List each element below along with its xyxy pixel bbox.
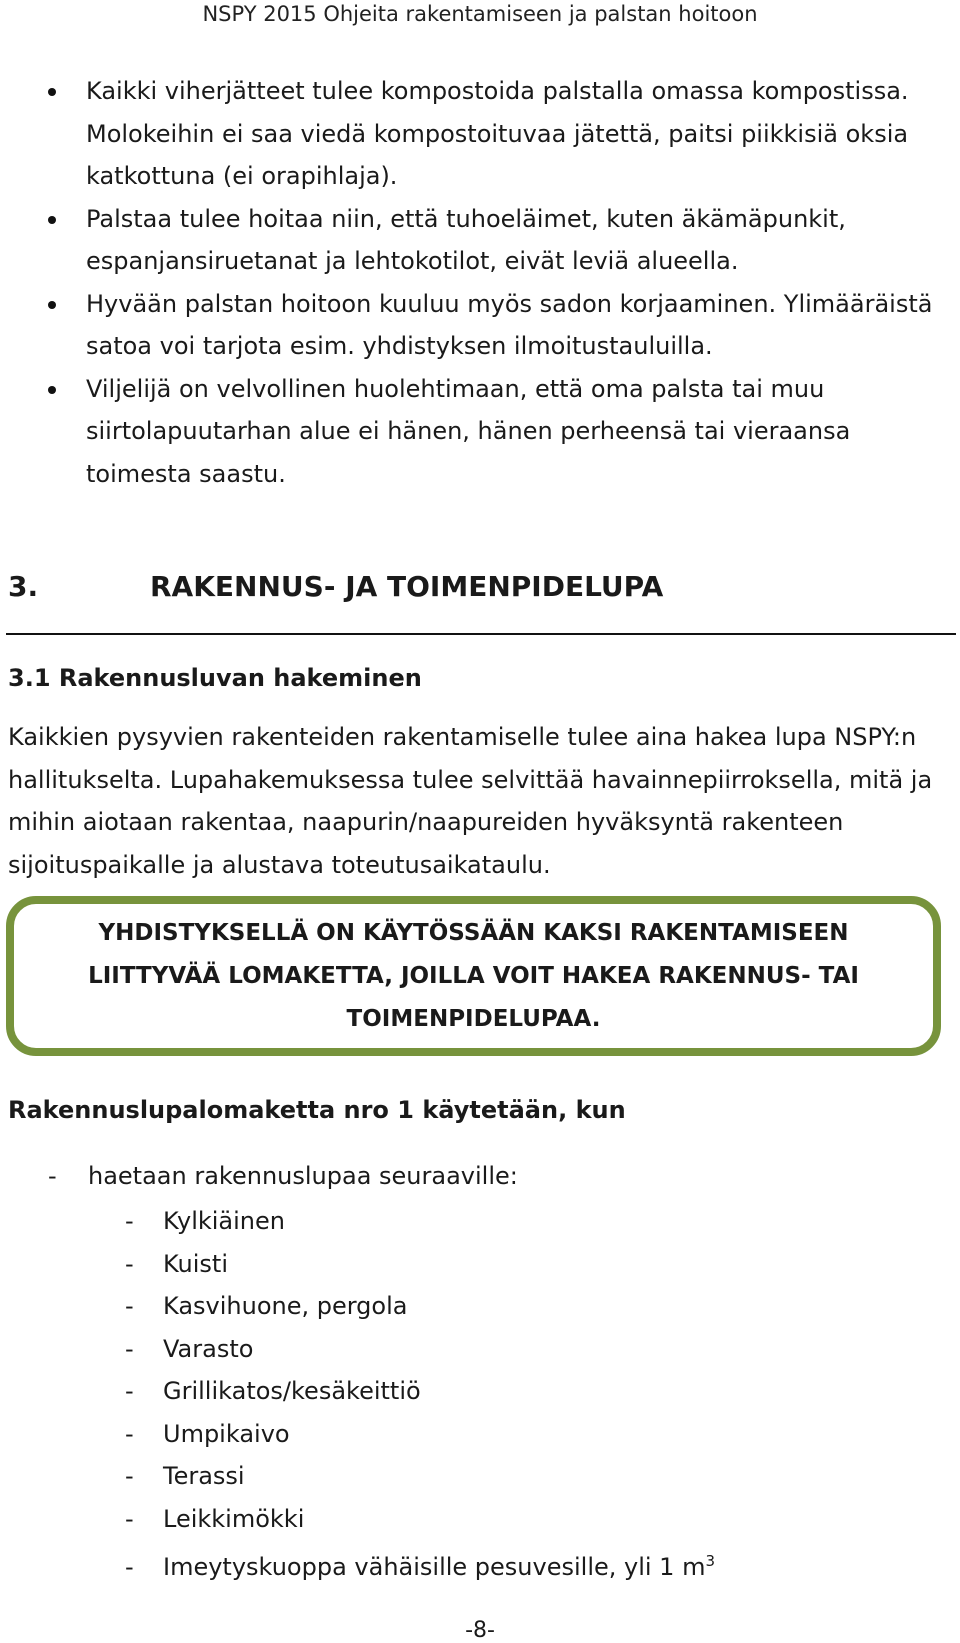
form1-intro-item <box>48 1156 518 1196</box>
section-number: 3. <box>8 570 39 603</box>
list-item <box>125 1370 715 1413</box>
bullet-dot-icon <box>48 88 56 96</box>
dash-marker: - <box>125 1419 134 1448</box>
list-item <box>125 1285 715 1328</box>
list-item-text: Kasvihuone, pergola <box>163 1292 408 1320</box>
list-item <box>125 1413 715 1456</box>
section-title: RAKENNUS- JA TOIMENPIDELUPA <box>150 570 664 603</box>
superscript-exponent: 3 <box>705 1552 716 1570</box>
bullet-text: Hyvään palstan hoitoon kuuluu myös sadon korjaaminen. Ylimääräistä satoa voi tarjota esim. yhdistyksen ilmoitustauluilla. <box>86 289 933 360</box>
dash-marker: - <box>125 1249 134 1278</box>
list-item-text: Varasto <box>163 1334 254 1363</box>
bullet-text: Kaikki viherjätteet tulee kompostoida palstalla omassa kompostissa. Molokeihin ei saa viedä kompostoituvaa jätettä, paitsi piikkisiä oksia katkottuna (ei orapihlaja). <box>86 77 909 190</box>
list-item-text: Grillikatos/kesäkeittiö <box>163 1377 421 1405</box>
list-item-text: Umpikaivo <box>163 1419 290 1448</box>
section-heading <box>8 570 663 603</box>
list-item <box>125 1328 715 1371</box>
list-item <box>125 1243 715 1286</box>
form1-intro-text: haetaan rakennuslupaa seuraaville: <box>88 1162 518 1190</box>
dash-marker: - <box>125 1207 134 1235</box>
bullet-dot-icon <box>48 216 56 224</box>
form1-items-list <box>125 1200 715 1583</box>
list-item-text: Kylkiäinen <box>163 1207 285 1235</box>
list-item-text: Kuisti <box>163 1249 229 1278</box>
list-item <box>125 1540 715 1583</box>
section-divider <box>6 633 956 635</box>
running-header: NSPY 2015 Ohjeita rakentamiseen ja palstan hoitoon <box>202 2 758 26</box>
list-item-text: Leikkimökki <box>163 1504 305 1533</box>
callout-box <box>6 896 941 1056</box>
dash-marker: - <box>125 1462 134 1490</box>
list-item <box>125 1455 715 1498</box>
dash-marker: - <box>125 1377 134 1405</box>
bullet-item <box>48 283 938 368</box>
bullet-list <box>48 70 938 495</box>
bullet-dot-icon <box>48 386 56 394</box>
subsection-heading: 3.1 Rakennusluvan hakeminen <box>8 664 422 692</box>
bullet-item <box>48 70 938 198</box>
dash-marker: - <box>125 1292 134 1320</box>
bullet-item <box>48 368 938 496</box>
list-item <box>125 1200 715 1243</box>
list-item <box>125 1498 715 1541</box>
page-number: -8- <box>465 1618 495 1643</box>
bullet-item <box>48 198 938 283</box>
intro-paragraph: Kaikkien pysyvien rakenteiden rakentamiselle tulee aina hakea lupa NSPY:n hallitukselta. Lupahakemuksessa tulee selvittää havainnepiirroksella, mitä ja mihin aiotaan rakentaa, naapurin/naapureiden hyväksyntä rakenteen sijoituspaikalle ja alustava toteutusaikataulu. <box>8 723 933 879</box>
callout-text: YHDISTYKSELLÄ ON KÄYTÖSSÄÄN KAKSI RAKENTAMISEEN LIITTYVÄÄ LOMAKETTA, JOILLA VOIT HAKEA RAKENNUS- TAI TOIMENPIDELUPAA. <box>88 919 859 1032</box>
bullet-text: Viljelijä on velvollinen huolehtimaan, että oma palsta tai muu siirtolapuutarhan alue ei hänen, hänen perheensä tai vieraansa toimesta saastu. <box>86 374 851 488</box>
dash-marker: - <box>125 1334 134 1363</box>
dash-marker: - <box>48 1162 57 1190</box>
form1-heading: Rakennuslupalomaketta nro 1 käytetään, kun <box>8 1096 626 1124</box>
bullet-dot-icon <box>48 301 56 309</box>
list-item-text: Terassi <box>163 1462 245 1490</box>
dash-marker: - <box>125 1504 134 1533</box>
list-item-text: Imeytyskuoppa vähäisille pesuvesille, yli 1 m <box>163 1553 706 1581</box>
dash-marker: - <box>125 1553 134 1581</box>
bullet-text: Palstaa tulee hoitaa niin, että tuhoeläimet, kuten äkämäpunkit, espanjansiruetanat ja lehtokotilot, eivät leviä alueella. <box>86 204 846 275</box>
